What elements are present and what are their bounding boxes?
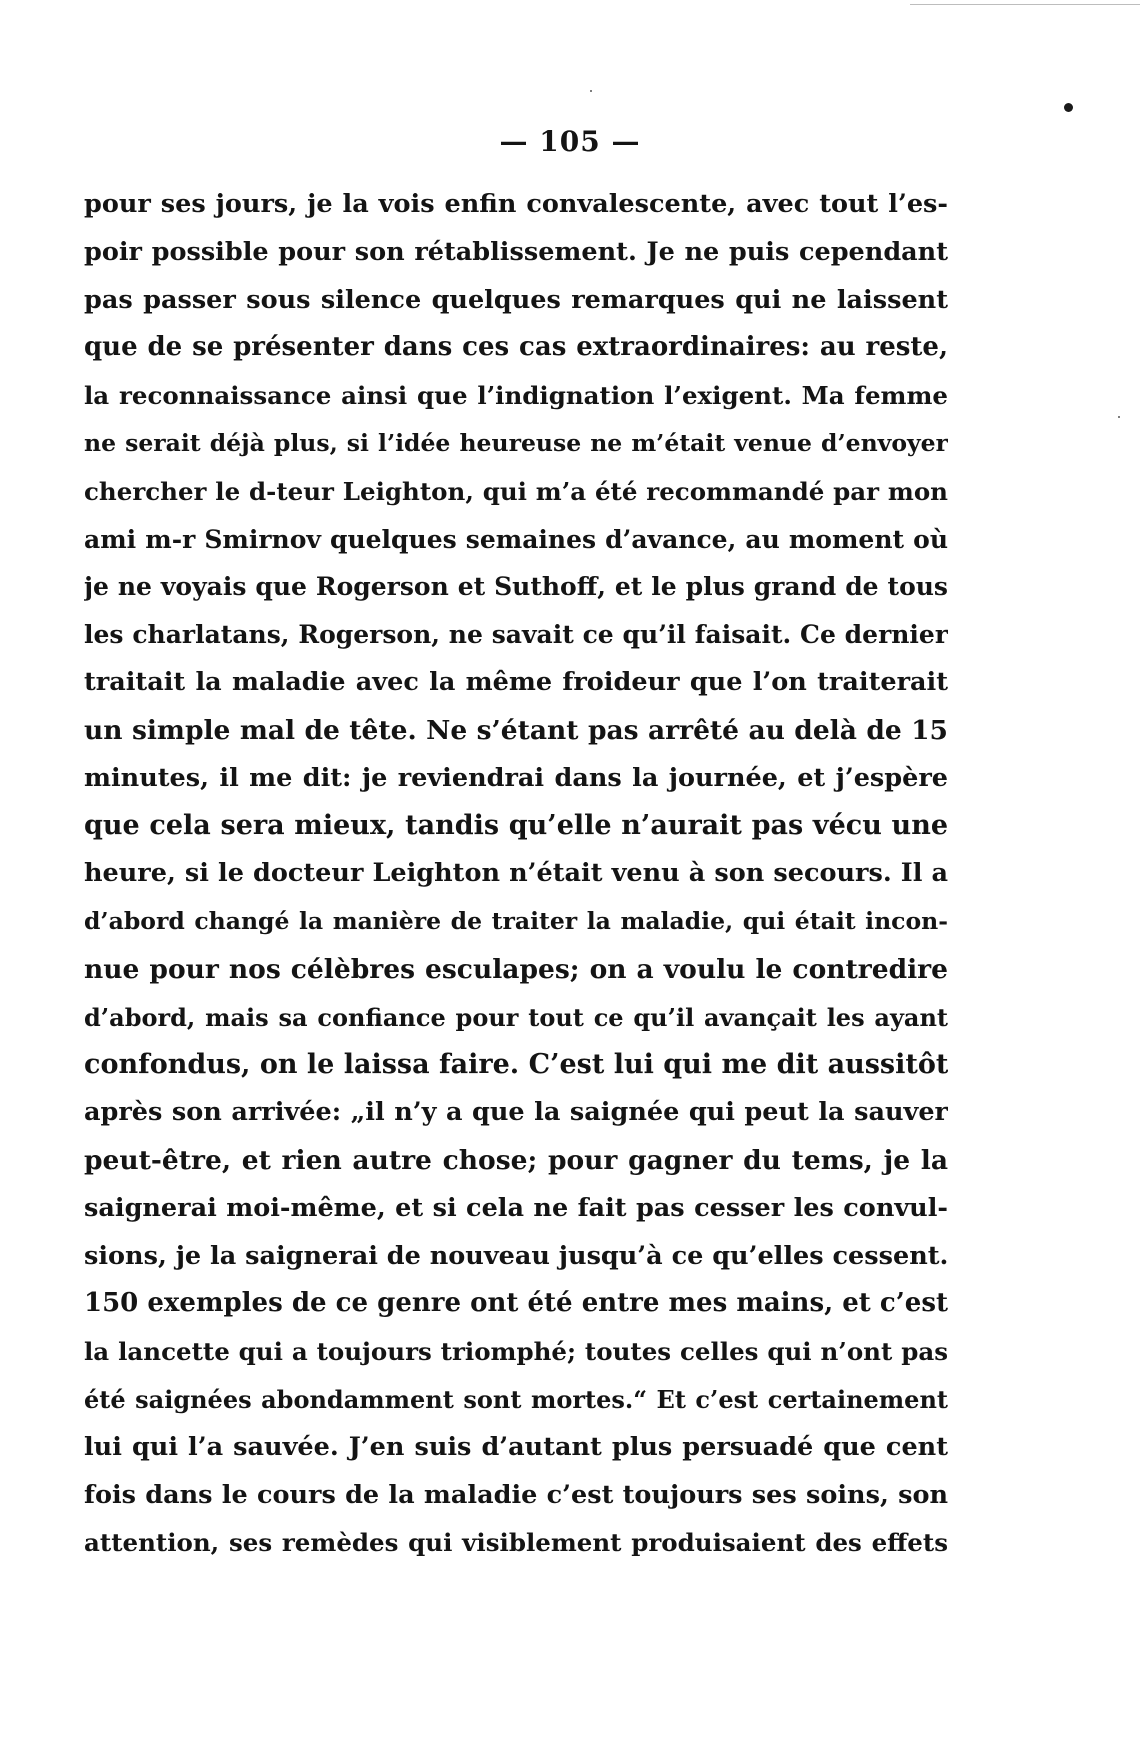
text-line: d’abord, mais sa confiance pour tout ce qu’il avançait les ayant (84, 1002, 948, 1032)
text-line: été saignées abondamment sont mortes.“ Et c’est certainement (84, 1384, 948, 1414)
text-line: heure, si le docteur Leighton n’était venu à son secours. Il a (84, 858, 948, 889)
text-line: que cela sera mieux, tandis qu’elle n’aurait pas vécu une (84, 810, 948, 842)
scan-edge-line (910, 4, 1140, 5)
ink-speck (1118, 416, 1120, 418)
text-line: fois dans le cours de la maladie c’est toujours ses soins, son (84, 1479, 948, 1510)
text-line: les charlatans, Rogerson, ne savait ce qu’il faisait. Ce dernier (84, 620, 948, 650)
text-line: confondus, on le laissa faire. C’est lui qui me dit aussitôt (84, 1049, 948, 1081)
ink-speck (590, 90, 592, 92)
text-line: traitait la maladie avec la même froideur que l’on traiterait (84, 666, 948, 697)
text-line: poir possible pour son rétablissement. Je ne puis cependant (84, 236, 948, 267)
text-line: pour ses jours, je la vois enfin convalescente, avec tout l’es- (84, 189, 948, 219)
text-line: chercher le d-teur Leighton, qui m’a été recommandé par mon (84, 476, 948, 506)
ink-spot (1064, 103, 1073, 112)
text-line: peut-être, et rien autre chose; pour gagner du tems, je la (84, 1144, 948, 1176)
text-line: minutes, il me dit: je reviendrai dans la journée, et j’espère (84, 762, 948, 793)
text-line: ne serait déjà plus, si l’idée heureuse ne m’était venue d’envoyer (84, 428, 948, 457)
text-line: nue pour nos célèbres esculapes; on a voulu le contredire (84, 953, 948, 985)
text-line: pas passer sous silence quelques remarques qui ne laissent (84, 284, 948, 315)
text-line: ami m-r Smirnov quelques semaines d’avance, au moment où (84, 524, 948, 554)
text-line: la lancette qui a toujours triomphé; toutes celles qui n’ont pas (84, 1337, 948, 1367)
text-line: je ne voyais que Rogerson et Suthoff, et le plus grand de tous (84, 572, 948, 602)
text-line: après son arrivée: „il n’y a que la saignée qui peut la sauver (84, 1097, 948, 1128)
body-text (84, 181, 948, 1567)
text-line: lui qui l’a sauvée. J’en suis d’autant plus persuadé que cent (84, 1431, 948, 1462)
text-line: d’abord changé la manière de traiter la maladie, qui était incon- (84, 906, 948, 935)
text-line: saignerai moi-même, et si cela ne fait pas cesser les convul- (84, 1192, 948, 1223)
text-line: sions, je la saignerai de nouveau jusqu’à ce qu’elles cessent. (84, 1240, 948, 1271)
text-line: attention, ses remèdes qui visiblement produisaient des effets (84, 1528, 948, 1558)
text-line: que de se présenter dans ces cas extraordinaires: au reste, (84, 332, 948, 363)
text-line: un simple mal de tête. Ne s’étant pas arrêté au delà de 15 (84, 714, 948, 746)
page-number: — 105 — (499, 125, 641, 158)
text-line: la reconnaissance ainsi que l’indignation l’exigent. Ma femme (84, 381, 948, 411)
text-line: 150 exemples de ce genre ont été entre mes mains, et c’est (84, 1288, 948, 1319)
